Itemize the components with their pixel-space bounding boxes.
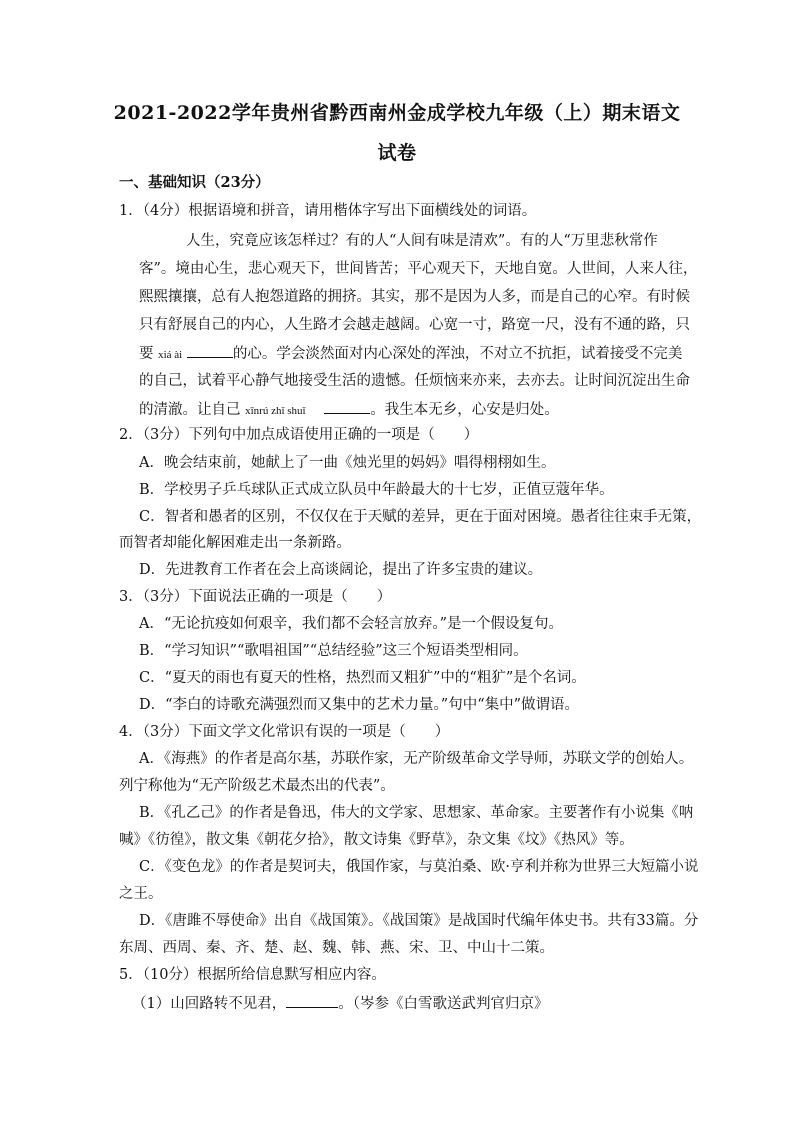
q1-text: 的心。学会淡然面对内心深处的浑浊，不对立不抗拒，试着接受不完美: [232, 346, 683, 362]
q4-option-a-line1: A．《海燕》的作者是高尔基，苏联作家，无产阶级革命文学导师，苏联文学的创始人。: [139, 751, 694, 767]
q1-passage-line7: [139, 399, 559, 421]
q1-text: 的清澈。让自己: [139, 402, 241, 418]
doc-title-line2: 试卷: [377, 142, 417, 164]
q1-passage-line4: 只有舒展自己的内心，人生路才会越走越阔。心宽一寸，路宽一尺，没有不通的路，只: [139, 317, 690, 333]
q1-text: 。我生本无乡，心安是归处。: [370, 402, 559, 418]
doc-title-line1: 2021-2022学年贵州省黔西南州金成学校九年级（上）期末语文: [113, 102, 681, 124]
q5-item1: [132, 993, 548, 1014]
q1-passage-line6: 的自己，试着平心静气地接受生活的遗憾。任烦恼来亦来，去亦去。让时间沉淀出生命: [139, 373, 690, 389]
q3-option-c: C．“夏天的雨也有夏天的性格，热烈而又粗犷”中的“粗犷”是个名词。: [139, 670, 586, 686]
q2-option-b: B．学校男子乒乓球队正式成立队员中年龄最大的十七岁，正值豆蔻年华。: [139, 482, 614, 498]
answer-blank[interactable]: [324, 399, 370, 414]
q5-item1-source: 。（岑参《白雪歌送武判官归京》: [338, 996, 549, 1012]
q3-option-d: D．“李白的诗歌充满强烈而又集中的艺术力量。”句中“集中”做谓语。: [139, 697, 580, 713]
q1-passage-line3: 熙熙攘攘，总有人抱怨道路的拥挤。其实，那不是因为人多，而是自己的心窄。有时候: [139, 289, 690, 305]
q4-option-b-line2: 喊》《彷徨》，散文集《朝花夕拾》，散文诗集《野草》，杂文集《坟》《热风》等。: [119, 832, 634, 848]
q2-option-d: D．先进教育工作者在会上高谈阔论，提出了许多宝贵的建议。: [139, 562, 543, 578]
q1-text: 要: [139, 346, 154, 362]
q5-item1-text: （1）山回路转不见君，: [132, 996, 287, 1012]
answer-blank[interactable]: [187, 343, 233, 358]
q4-option-a-line2: 列宁称他为“无产阶级艺术最杰出的代表”。: [119, 778, 395, 794]
section-heading: 一、基础知识（23分）: [119, 174, 270, 191]
q2-option-c-line1: C．智者和愚者的区别，不仅仅在于天赋的差异，更在于面对困境。愚者往往束手无策，: [139, 509, 702, 525]
q3-option-a: A．“无论抗疫如何艰辛，我们都不会轻言放弃。”是一个假设复句。: [139, 616, 564, 632]
q1-passage-line2: 客”。境由心生，悲心观天下，世间皆苦；平心观天下，天地自宽。人世间，人来人往，: [139, 261, 698, 277]
q4-option-b-line1: B．《孔乙己》的作者是鲁迅，伟大的文学家、思想家、革命家。主要著作有小说集《呐: [139, 805, 694, 821]
q2-option-c-line2: 而智者却能化解困难走出一条新路。: [119, 535, 351, 551]
q5-stem: 5．（10分）根据所给信息默写相应内容。: [119, 967, 386, 983]
q4-option-d-line2: 东周、西周、秦、齐、楚、赵、魏、韩、燕、宋、卫、中山十二策。: [119, 940, 554, 956]
pinyin-hint: xīnrú zhǐ shuǐ: [245, 405, 306, 417]
q4-option-c-line2: 之王。: [119, 886, 163, 902]
q3-stem: 3．（3分）下面说法正确的一项是（ ）: [119, 589, 392, 605]
q1-passage-line5: [139, 343, 682, 365]
answer-blank[interactable]: [286, 993, 338, 1008]
q3-option-b: B．“学习知识”“歌唱祖国”“总结经验”这三个短语类型相同。: [139, 643, 528, 659]
q4-option-c-line1: C．《变色龙》的作者是契诃夫，俄国作家，与莫泊桑、欧·亨利并称为世界三大短篇小说: [139, 859, 699, 875]
q4-option-d-line1: D．《唐雎不辱使命》出自《战国策》。《战国策》是战国时代编年体史书。共有33篇。分: [139, 913, 699, 929]
pinyin-hint: xiá ài: [158, 349, 183, 361]
q2-stem: 2．（3分）下列句中加点成语使用正确的一项是（ ）: [119, 427, 479, 443]
q1-passage-line1: 人生，究竟应该怎样过？有的人“人间有味是清欢”。有的人“万里悲秋常作: [186, 233, 658, 249]
q2-option-a: A．晚会结束前，她献上了一曲《烛光里的妈妈》唱得栩栩如生。: [139, 455, 556, 471]
q4-stem: 4．（3分）下面文学文化常识有误的一项是（ ）: [119, 724, 450, 740]
q1-stem: 1．（4分）根据语境和拼音，请用楷体字写出下面横线处的词语。: [119, 203, 537, 219]
